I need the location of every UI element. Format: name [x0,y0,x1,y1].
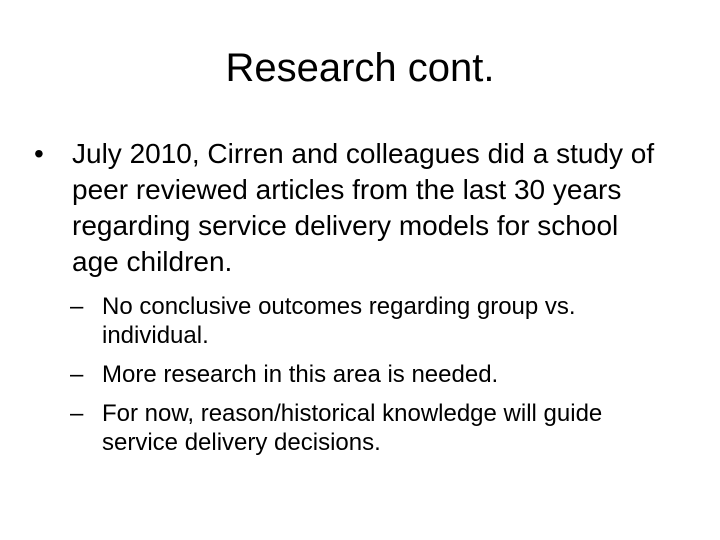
bullet-text: July 2010, Cirren and colleagues did a study of peer reviewed articles from the last 30 years regarding service delivery models for school age children. [72,138,655,277]
sub-bullet-marker: – [70,361,84,388]
sub-bullet-text: For now, reason/historical knowledge will guide service delivery decisions. [102,400,603,456]
bullet-list [34,136,664,280]
bullet-marker: • [34,138,44,169]
bullet-item [34,136,664,280]
sub-bullet-item [70,292,670,350]
sub-bullet-marker: – [70,293,84,320]
sub-bullet-list [70,292,670,467]
slide-title: Research cont. [225,46,495,90]
sub-bullet-marker: – [70,400,84,427]
sub-bullet-text: More research in this area is needed. [102,361,499,388]
sub-bullet-item [70,399,670,457]
sub-bullet-text: No conclusive outcomes regarding group vs. individual. [102,293,576,349]
sub-bullet-item [70,360,670,389]
